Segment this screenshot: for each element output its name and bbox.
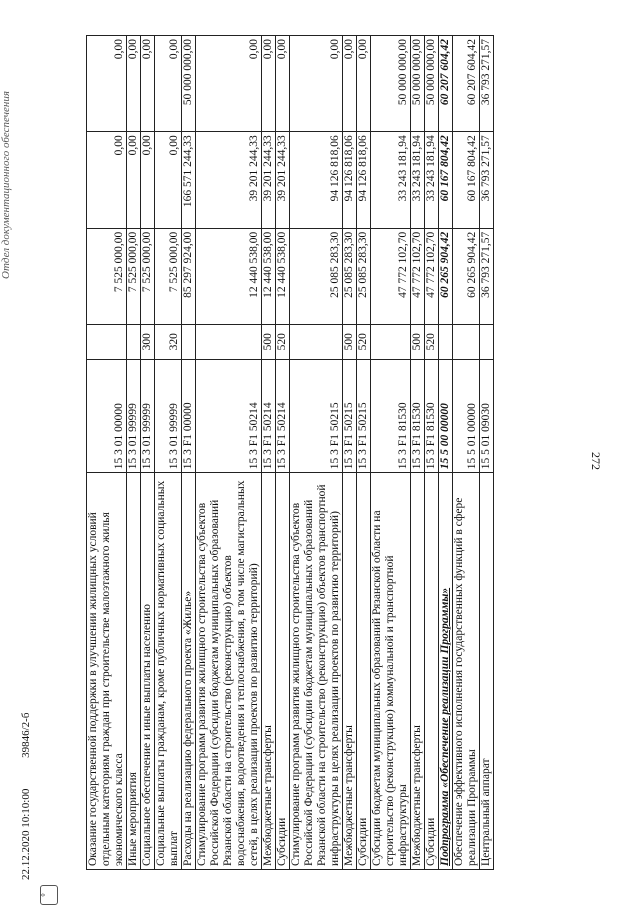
row-value-2: 94 126 818,06 bbox=[343, 132, 357, 228]
row-expense-type bbox=[290, 324, 343, 359]
table-row bbox=[290, 36, 343, 870]
row-name: Социальное обеспечение и иные выплаты населению bbox=[141, 473, 155, 870]
row-name: Межбюджетные трансферты bbox=[411, 473, 425, 870]
row-code: 15 3 F1 81530 bbox=[425, 359, 439, 473]
row-value-3: 0,00 bbox=[276, 36, 290, 132]
row-value-2: 39 201 244,33 bbox=[276, 132, 290, 228]
row-expense-type bbox=[182, 324, 196, 359]
table-row bbox=[262, 36, 276, 870]
row-name: Субсидии bbox=[357, 473, 371, 870]
row-value-3: 50 000 000,00 bbox=[182, 36, 196, 132]
row-value-1: 25 085 283,30 bbox=[357, 228, 371, 324]
row-value-2: 0,00 bbox=[155, 132, 182, 228]
row-value-3: 0,00 bbox=[343, 36, 357, 132]
row-value-1: 36 793 271,57 bbox=[480, 228, 494, 324]
row-value-3: 0,00 bbox=[262, 36, 276, 132]
row-value-1: 12 440 538,00 bbox=[276, 228, 290, 324]
row-code: 15 3 01 00000 bbox=[87, 359, 127, 473]
budget-table bbox=[86, 35, 494, 870]
row-value-1: 47 772 102,70 bbox=[371, 228, 411, 324]
row-code: 15 5 01 09030 bbox=[480, 359, 494, 473]
row-expense-type bbox=[439, 324, 453, 359]
row-code: 15 5 01 00000 bbox=[453, 359, 480, 473]
row-value-2: 0,00 bbox=[141, 132, 155, 228]
row-value-3: 50 000 000,00 bbox=[371, 36, 411, 132]
row-value-2: 39 201 244,33 bbox=[262, 132, 276, 228]
row-expense-type: 500 bbox=[411, 324, 425, 359]
footer-doc-id: 39846/2-б bbox=[20, 712, 32, 758]
row-expense-type bbox=[87, 324, 127, 359]
row-name: Подпрограмма «Обеспечение реализации Программы» bbox=[439, 473, 453, 870]
table-row bbox=[425, 36, 439, 870]
row-value-1: 12 440 538,00 bbox=[196, 228, 262, 324]
row-value-2: 60 167 804,42 bbox=[439, 132, 453, 228]
row-code: 15 3 F1 81530 bbox=[411, 359, 425, 473]
row-name: Оказание государственной поддержки в улучшении жилищных условий отдельным категориям граждан при строительстве малоэтажного жилья экономического класса bbox=[87, 473, 127, 870]
table-row bbox=[155, 36, 182, 870]
row-name: Социальные выплаты гражданам, кроме публичных нормативных социальных выплат bbox=[155, 473, 182, 870]
row-code: 15 3 F1 50215 bbox=[343, 359, 357, 473]
footer-info bbox=[20, 685, 32, 880]
table-row bbox=[87, 36, 127, 870]
row-expense-type bbox=[196, 324, 262, 359]
row-expense-type bbox=[453, 324, 480, 359]
row-code: 15 3 F1 50214 bbox=[262, 359, 276, 473]
row-code: 15 3 F1 50214 bbox=[196, 359, 262, 473]
row-expense-type: 520 bbox=[276, 324, 290, 359]
row-value-2: 0,00 bbox=[127, 132, 141, 228]
row-code: 15 3 01 99999 bbox=[127, 359, 141, 473]
row-expense-type: 520 bbox=[357, 324, 371, 359]
row-expense-type: 300 bbox=[141, 324, 155, 359]
row-value-1: 7 525 000,00 bbox=[155, 228, 182, 324]
row-value-3: 50 000 000,00 bbox=[411, 36, 425, 132]
row-name: Стимулирование программ развития жилищного строительства субъектов Российской Федерации (субсидии бюджетам муниципальных образований Рязанской области на строительство (реконструкцию) объектов транспортной инфраструктуры в целях реализации проектов по развитию территорий) bbox=[290, 473, 343, 870]
row-value-3: 36 793 271,57 bbox=[480, 36, 494, 132]
row-code: 15 3 F1 00000 bbox=[182, 359, 196, 473]
row-expense-type: 500 bbox=[262, 324, 276, 359]
row-value-2: 33 243 181,94 bbox=[425, 132, 439, 228]
row-expense-type: 520 bbox=[425, 324, 439, 359]
row-name: Субсидии bbox=[276, 473, 290, 870]
row-value-3: 60 207 604,42 bbox=[453, 36, 480, 132]
row-value-1: 7 525 000,00 bbox=[141, 228, 155, 324]
row-name: Центральный аппарат bbox=[480, 473, 494, 870]
table-row bbox=[127, 36, 141, 870]
document-stamp-icon: ◊ bbox=[40, 885, 58, 905]
row-value-3: 0,00 bbox=[141, 36, 155, 132]
row-name: Обеспечение эффективного исполнения государственных функций в сфере реализации Программы bbox=[453, 473, 480, 870]
table-row bbox=[141, 36, 155, 870]
row-value-3: 0,00 bbox=[155, 36, 182, 132]
row-value-2: 39 201 244,33 bbox=[196, 132, 262, 228]
table-row bbox=[411, 36, 425, 870]
row-value-3: 0,00 bbox=[357, 36, 371, 132]
table-row bbox=[480, 36, 494, 870]
row-name: Стимулирование программ развития жилищного строительства субъектов Российской Федерации (субсидии бюджетам муниципальных образований Рязанской области на строительство (реконструкцию) объектов водоснабжения, водоотведения и теплоснабжения, в том числе магистральных сетей, в целях реализации проектов по развитию территорий) bbox=[196, 473, 262, 870]
table-row bbox=[357, 36, 371, 870]
row-value-1: 7 525 000,00 bbox=[87, 228, 127, 324]
row-value-1: 47 772 102,70 bbox=[425, 228, 439, 324]
row-expense-type bbox=[480, 324, 494, 359]
row-value-3: 60 207 604,42 bbox=[439, 36, 453, 132]
row-value-1: 7 525 000,00 bbox=[127, 228, 141, 324]
row-value-1: 47 772 102,70 bbox=[411, 228, 425, 324]
row-expense-type: 320 bbox=[155, 324, 182, 359]
row-name: Межбюджетные трансферты bbox=[343, 473, 357, 870]
footer-datetime: 22.12.2020 10:10:00 bbox=[20, 788, 32, 880]
row-value-3: 50 000 000,00 bbox=[425, 36, 439, 132]
row-name: Межбюджетные трансферты bbox=[262, 473, 276, 870]
table-row bbox=[182, 36, 196, 870]
table-row bbox=[343, 36, 357, 870]
row-value-2: 60 167 804,42 bbox=[453, 132, 480, 228]
row-value-3: 0,00 bbox=[87, 36, 127, 132]
table-row bbox=[371, 36, 411, 870]
table-row bbox=[453, 36, 480, 870]
row-name: Субсидии bbox=[425, 473, 439, 870]
row-expense-type: 500 bbox=[343, 324, 357, 359]
row-value-1: 85 297 924,00 bbox=[182, 228, 196, 324]
row-value-1: 12 440 538,00 bbox=[262, 228, 276, 324]
row-value-2: 0,00 bbox=[87, 132, 127, 228]
row-value-2: 94 126 818,06 bbox=[290, 132, 343, 228]
row-value-2: 33 243 181,94 bbox=[411, 132, 425, 228]
row-value-1: 60 265 904,42 bbox=[439, 228, 453, 324]
row-code: 15 3 F1 50215 bbox=[357, 359, 371, 473]
row-value-1: 25 085 283,30 bbox=[343, 228, 357, 324]
row-value-3: 0,00 bbox=[290, 36, 343, 132]
row-expense-type bbox=[127, 324, 141, 359]
row-code: 15 5 00 00000 bbox=[439, 359, 453, 473]
row-value-2: 36 793 271,57 bbox=[480, 132, 494, 228]
row-code: 15 3 F1 81530 bbox=[371, 359, 411, 473]
row-name: Расходы на реализацию федерального проекта «Жилье» bbox=[182, 473, 196, 870]
row-code: 15 3 F1 50215 bbox=[290, 359, 343, 473]
row-value-3: 0,00 bbox=[127, 36, 141, 132]
row-code: 15 3 F1 50214 bbox=[276, 359, 290, 473]
row-name: Иные мероприятия bbox=[127, 473, 141, 870]
table-row bbox=[196, 36, 262, 870]
row-value-1: 60 265 904,42 bbox=[453, 228, 480, 324]
row-value-2: 33 243 181,94 bbox=[371, 132, 411, 228]
row-code: 15 3 01 99999 bbox=[155, 359, 182, 473]
table-row bbox=[439, 36, 453, 870]
row-value-3: 0,00 bbox=[196, 36, 262, 132]
row-expense-type bbox=[371, 324, 411, 359]
footer-stamp-text: Отдел документационного обеспечения bbox=[0, 91, 12, 279]
row-name: Субсидии бюджетам муниципальных образований Рязанской области на строительство (реконструкцию) коммунальной и транспортной инфраструктуры bbox=[371, 473, 411, 870]
table-row bbox=[276, 36, 290, 870]
row-value-2: 94 126 818,06 bbox=[357, 132, 371, 228]
row-value-2: 166 571 244,33 bbox=[182, 132, 196, 228]
page-number: 272 bbox=[589, 452, 603, 470]
row-code: 15 3 01 99999 bbox=[141, 359, 155, 473]
row-value-1: 25 085 283,30 bbox=[290, 228, 343, 324]
